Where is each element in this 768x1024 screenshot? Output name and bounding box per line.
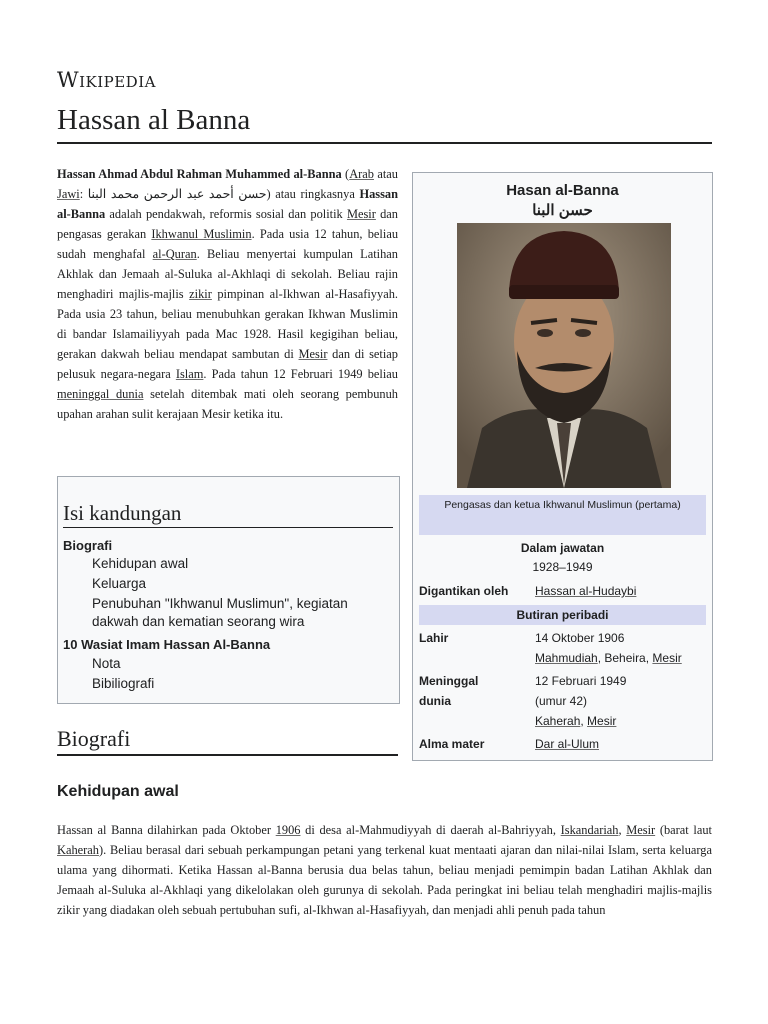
link-successor[interactable]: Hassan al-Hudaybi [535,584,637,598]
died-value [535,671,710,731]
successor-value [535,581,710,601]
text: , Beheira, [597,651,653,665]
toc-item-kehidupan-awal[interactable]: Kehidupan awal [92,556,189,571]
section-personal-details: Butiran peribadi [419,605,706,625]
text: pimpinan al-Ikhwan al-Hasafiyyah. Pada usia 23 tahun, beliau menubuhkan gerakan Ikhwan Muslimin di bandar Islamailiyyah pada Mac 1928. Hasil kegigihan beliau, gerakan dakwah beliau mendapat sambutan di [57,287,398,361]
toc-item-nota[interactable]: Nota [92,656,121,671]
text: atau [373,167,398,181]
born-label: Lahir [419,631,449,645]
text: ( [341,167,350,181]
link-mesir-body[interactable]: Mesir [626,823,656,837]
link-dar-al-ulum[interactable]: Dar al-Ulum [535,737,600,751]
infobox-title [413,181,712,221]
toc-item-penubuhan[interactable]: Penubuhan "Ikhwanul Muslimun", kegiatan dakwah dan kematian seorang wira [92,596,348,629]
text: dan di setiap pelusuk negara-negara [57,347,398,381]
infobox [412,172,713,761]
infobox-caption: Pengasas dan ketua Ikhwanul Muslimun (pertama) [419,495,706,535]
link-1906[interactable]: 1906 [275,823,301,837]
page-title: Hassan al Banna [57,104,712,144]
text: , [618,823,627,837]
subsection-heading-kehidupan-awal: Kehidupan awal [57,783,179,800]
text: ). Beliau berasal dari sebuah perkampungan petani yang terkenal kuat mentaati ajaran dan nilai-nilai Islam, serta keluarga ulama yang dihormati. Ketika Hassan al-Banna berusia dua belas tahun, beliau menjadi pemimpin badan Latihan Akhlak dan Jemaah al-Suluka al-Akhlaqi yang dikelolakan oleh gurunya di sekolah. Pada peringkat ini beliau telah menghadiri majlis-majlis zikir yang diadakan oleh sebuah pertubuhan sufi, al-Ikhwan al-Hasafiyyah, dan menjadi ahli penuh pada tahun [57,843,712,917]
alma-mater-label: Alma mater [419,737,485,751]
office-label: Dalam jawatan [520,541,605,555]
toc-item-10-wasiat[interactable]: 10 Wasiat Imam Hassan Al-Banna [63,637,271,652]
portrait-drawing [457,223,671,488]
died-label [419,671,478,711]
link-arab[interactable]: Arab [349,167,374,181]
wikipedia-logo[interactable]: Wikipedia [57,68,156,92]
portrait-image[interactable] [457,223,671,488]
table-of-contents [57,476,400,704]
link-mesir-died[interactable]: Mesir [587,714,617,728]
text: adalah pendakwah, reformis sosial dan politik [105,207,347,221]
infobox-title-latin: Hasan al-Banna [506,182,619,199]
link-mesir-2[interactable]: Mesir [298,347,328,361]
text: di desa al-Mahmudiyyah di daerah al-Bahriyyah, [300,823,561,837]
died-age: (umur 42) [535,694,588,708]
born-place [535,648,710,668]
toc-item-keluarga[interactable]: Keluarga [92,576,147,591]
text: ) atau ringkasnya [266,187,360,201]
text: dan pengasas gerakan [57,207,398,241]
link-meninggal-dunia[interactable]: meninggal dunia [57,387,144,401]
alma-mater-value [535,734,710,754]
born-date: 14 Oktober 1906 [535,631,625,645]
intro-paragraph [57,164,398,424]
link-kaherah[interactable]: Kaherah [535,714,581,728]
link-kaherah-body[interactable]: Kaherah [57,843,99,857]
infobox-title-arabic: حسن البنا [532,202,593,219]
born-value [535,628,710,668]
died-label-line1: Meninggal [419,674,479,688]
died-date: 12 Februari 1949 [535,674,627,688]
text: Hassan al Banna dilahirkan pada Oktober [57,823,276,837]
link-mesir-born[interactable]: Mesir [652,651,682,665]
successor-label: Digantikan oleh [419,584,509,598]
section-heading-biografi: Biografi [57,726,398,756]
link-ikhwanul-muslimin[interactable]: Ikhwanul Muslimin [151,227,252,241]
died-place [535,711,710,731]
office-years: 1928–1949 [532,560,593,574]
text: . Pada tahun 12 Februari 1949 beliau [203,367,398,381]
arabic-name: : حسن أحمد عبد الرحمن محمد البنا [79,187,267,201]
text: . Beliau menyertai kumpulan Latihan Akhlak dan Jemaah al-Suluka al-Akhlaqi di sekolah. Beliau rajin menghadiri majlis-majlis [57,247,398,301]
text: . Pada usia 12 tahun, beliau sudah menghafal [57,227,399,261]
subject-full-name: Hassan Ahmad Abdul Rahman Muhammed al-Banna [57,167,342,181]
link-mahmudiah[interactable]: Mahmudiah [535,651,598,665]
link-mesir[interactable]: Mesir [346,207,376,221]
link-zikir[interactable]: zikir [189,287,212,301]
text: , [580,714,588,728]
died-label-line2: dunia [419,694,451,708]
link-iskandariah[interactable]: Iskandariah [560,823,619,837]
link-al-quran[interactable]: al-Quran [152,247,197,261]
text: setelah ditembak mati oleh seorang pembunuh upahan arahan sulit kerajaan Mesir ketika itu. [57,387,398,421]
toc-title: Isi kandungan [63,501,393,528]
toc-item-bibiliografi[interactable]: Bibiliografi [92,676,155,691]
body-paragraph [57,820,712,920]
link-jawi[interactable]: Jawi [57,187,80,201]
toc-item-biografi[interactable]: Biografi [63,538,113,553]
text: (barat laut [655,823,712,837]
link-islam[interactable]: Islam [175,367,204,381]
subject-short-name: Hassan al-Banna [57,187,399,221]
